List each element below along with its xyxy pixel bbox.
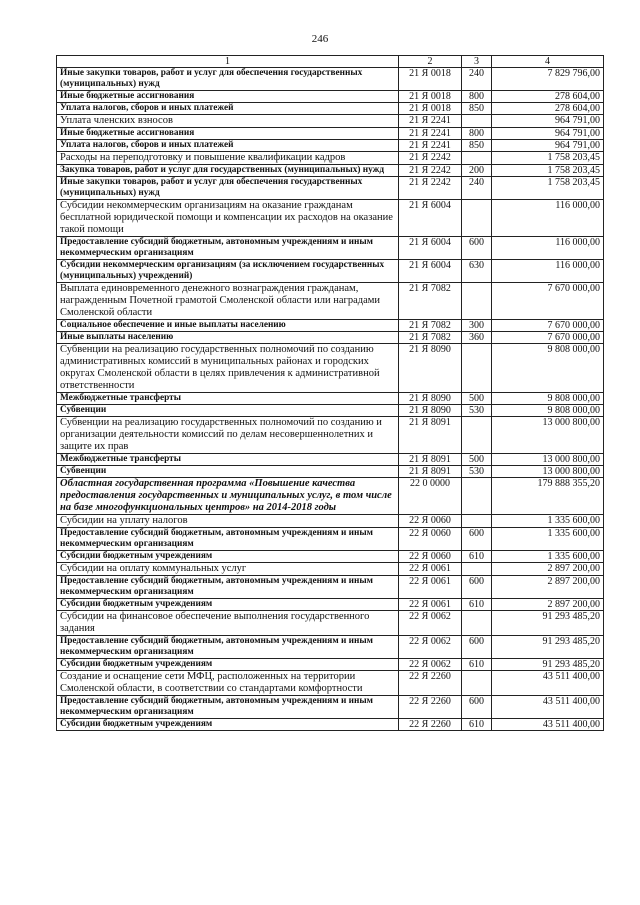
row-name: Создание и оснащение сети МФЦ, расположенных на территории Смоленской области, в соответствии со стандартами комфортности	[57, 671, 399, 696]
row-code: 21 Я 8090	[399, 405, 462, 417]
row-code: 22 Я 0060	[399, 515, 462, 528]
table-row	[57, 152, 604, 165]
row-amount: 13 000 800,00	[492, 417, 604, 454]
row-expense-type	[462, 671, 492, 696]
table-row	[57, 103, 604, 115]
table-row	[57, 454, 604, 466]
row-expense-type: 630	[462, 260, 492, 283]
row-code: 21 Я 0018	[399, 91, 462, 103]
row-expense-type	[462, 611, 492, 636]
row-amount: 91 293 485,20	[492, 659, 604, 671]
row-name: Уплата членских взносов	[57, 115, 399, 128]
row-amount: 7 670 000,00	[492, 283, 604, 320]
row-expense-type: 850	[462, 103, 492, 115]
row-amount: 179 888 355,20	[492, 478, 604, 515]
row-name: Субсидии бюджетным учреждениям	[57, 551, 399, 563]
table-row	[57, 478, 604, 515]
row-name: Субсидии на уплату налогов	[57, 515, 399, 528]
row-amount: 964 791,00	[492, 115, 604, 128]
row-expense-type	[462, 152, 492, 165]
table-row	[57, 659, 604, 671]
row-amount: 1 758 203,45	[492, 177, 604, 200]
row-name: Субвенции	[57, 466, 399, 478]
row-name: Областная государственная программа «Повышение качества предоставления государственных и муниципальных услуг, в том числе на базе многофункциональных центров» на 2014-2018 годы	[57, 478, 399, 515]
row-expense-type	[462, 115, 492, 128]
row-expense-type: 500	[462, 454, 492, 466]
row-amount: 13 000 800,00	[492, 466, 604, 478]
row-amount: 116 000,00	[492, 200, 604, 237]
row-expense-type	[462, 344, 492, 393]
row-expense-type	[462, 283, 492, 320]
row-code: 21 Я 6004	[399, 237, 462, 260]
row-code: 21 Я 7082	[399, 320, 462, 332]
row-code: 21 Я 2242	[399, 177, 462, 200]
row-code: 22 Я 0060	[399, 528, 462, 551]
table-row	[57, 576, 604, 599]
row-amount: 43 511 400,00	[492, 696, 604, 719]
column-header: 3	[462, 56, 492, 68]
header-row	[57, 56, 604, 68]
row-name: Субсидии на оплату коммунальных услуг	[57, 563, 399, 576]
table-row	[57, 68, 604, 91]
budget-table	[56, 55, 604, 731]
row-code: 21 Я 2242	[399, 165, 462, 177]
row-expense-type: 240	[462, 68, 492, 91]
row-amount: 13 000 800,00	[492, 454, 604, 466]
row-expense-type	[462, 417, 492, 454]
row-code: 22 Я 0061	[399, 563, 462, 576]
row-code: 21 Я 8090	[399, 344, 462, 393]
row-name: Выплата единовременного денежного вознаграждения гражданам, награжденным Почетной грамотой Смоленской области или наградами Смоленской области	[57, 283, 399, 320]
table-row	[57, 165, 604, 177]
row-code: 22 Я 0062	[399, 659, 462, 671]
row-name: Уплата налогов, сборов и иных платежей	[57, 103, 399, 115]
row-name: Иные закупки товаров, работ и услуг для обеспечения государственных (муниципальных) нужд	[57, 177, 399, 200]
row-name: Предоставление субсидий бюджетным, автономным учреждениям и иным некоммерческим организациям	[57, 696, 399, 719]
row-code: 22 0 0000	[399, 478, 462, 515]
table-row	[57, 551, 604, 563]
row-code: 22 Я 0061	[399, 576, 462, 599]
row-name: Предоставление субсидий бюджетным, автономным учреждениям и иным некоммерческим организациям	[57, 576, 399, 599]
row-name: Межбюджетные трансферты	[57, 454, 399, 466]
row-code: 22 Я 0060	[399, 551, 462, 563]
row-code: 21 Я 2241	[399, 140, 462, 152]
table-row	[57, 599, 604, 611]
row-code: 21 Я 2242	[399, 152, 462, 165]
row-code: 21 Я 6004	[399, 200, 462, 237]
row-code: 22 Я 0061	[399, 599, 462, 611]
row-amount: 964 791,00	[492, 140, 604, 152]
row-name: Закупка товаров, работ и услуг для государственных (муниципальных) нужд	[57, 165, 399, 177]
row-expense-type: 600	[462, 636, 492, 659]
row-expense-type: 610	[462, 659, 492, 671]
row-code: 21 Я 8091	[399, 417, 462, 454]
row-amount: 2 897 200,00	[492, 576, 604, 599]
table-row	[57, 91, 604, 103]
table-row	[57, 405, 604, 417]
row-amount: 2 897 200,00	[492, 599, 604, 611]
row-expense-type	[462, 200, 492, 237]
table-row	[57, 283, 604, 320]
row-code: 21 Я 0018	[399, 68, 462, 91]
row-amount: 1 335 600,00	[492, 528, 604, 551]
table-row	[57, 611, 604, 636]
row-amount: 1 758 203,45	[492, 165, 604, 177]
row-name: Предоставление субсидий бюджетным, автономным учреждениям и иным некоммерческим организациям	[57, 528, 399, 551]
table-row	[57, 393, 604, 405]
row-code: 21 Я 2241	[399, 128, 462, 140]
row-amount: 9 808 000,00	[492, 393, 604, 405]
table-row	[57, 563, 604, 576]
table-row	[57, 177, 604, 200]
row-amount: 116 000,00	[492, 237, 604, 260]
row-amount: 9 808 000,00	[492, 344, 604, 393]
table-row	[57, 320, 604, 332]
row-amount: 9 808 000,00	[492, 405, 604, 417]
table-row	[57, 528, 604, 551]
column-header: 1	[57, 56, 399, 68]
row-expense-type: 530	[462, 466, 492, 478]
row-name: Субвенции	[57, 405, 399, 417]
row-name: Иные закупки товаров, работ и услуг для обеспечения государственных (муниципальных) нужд	[57, 68, 399, 91]
column-header: 4	[492, 56, 604, 68]
row-expense-type: 800	[462, 91, 492, 103]
table-row	[57, 140, 604, 152]
row-code: 21 Я 8091	[399, 454, 462, 466]
row-amount: 278 604,00	[492, 91, 604, 103]
row-name: Субсидии бюджетным учреждениям	[57, 659, 399, 671]
row-expense-type: 850	[462, 140, 492, 152]
row-expense-type: 360	[462, 332, 492, 344]
table-row	[57, 128, 604, 140]
row-amount: 2 897 200,00	[492, 563, 604, 576]
row-amount: 1 335 600,00	[492, 551, 604, 563]
row-amount: 43 511 400,00	[492, 719, 604, 731]
row-name: Иные бюджетные ассигнования	[57, 91, 399, 103]
row-amount: 7 829 796,00	[492, 68, 604, 91]
row-amount: 91 293 485,20	[492, 611, 604, 636]
row-expense-type: 600	[462, 576, 492, 599]
row-name: Субсидии на финансовое обеспечение выполнения государственного задания	[57, 611, 399, 636]
row-expense-type: 610	[462, 719, 492, 731]
row-expense-type: 800	[462, 128, 492, 140]
row-name: Предоставление субсидий бюджетным, автономным учреждениям и иным некоммерческим организациям	[57, 636, 399, 659]
row-name: Субсидии некоммерческим организациям на оказание гражданам бесплатной юридической помощи и компенсации их расходов на оказание такой помощи	[57, 200, 399, 237]
table-row	[57, 237, 604, 260]
row-amount: 91 293 485,20	[492, 636, 604, 659]
row-name: Предоставление субсидий бюджетным, автономным учреждениям и иным некоммерческим организациям	[57, 237, 399, 260]
row-name: Расходы на переподготовку и повышение квалификации кадров	[57, 152, 399, 165]
row-amount: 116 000,00	[492, 260, 604, 283]
row-expense-type: 300	[462, 320, 492, 332]
row-name: Субвенции на реализацию государственных полномочий по созданию и организации деятельности комиссий по делам несовершеннолетних и защите их прав	[57, 417, 399, 454]
row-code: 22 Я 0062	[399, 636, 462, 659]
row-code: 22 Я 2260	[399, 719, 462, 731]
table-row	[57, 636, 604, 659]
row-code: 21 Я 6004	[399, 260, 462, 283]
row-code: 21 Я 7082	[399, 283, 462, 320]
table-row	[57, 671, 604, 696]
row-name: Межбюджетные трансферты	[57, 393, 399, 405]
table-row	[57, 200, 604, 237]
row-expense-type: 200	[462, 165, 492, 177]
row-code: 22 Я 2260	[399, 671, 462, 696]
row-code: 21 Я 7082	[399, 332, 462, 344]
row-expense-type: 610	[462, 599, 492, 611]
page-number: 246	[311, 33, 329, 45]
row-amount: 1 335 600,00	[492, 515, 604, 528]
row-name: Субвенции на реализацию государственных полномочий по созданию административных комиссий в муниципальных районах и городских округах Смоленской области в целях привлечения к административной ответственности	[57, 344, 399, 393]
row-name: Субсидии бюджетным учреждениям	[57, 599, 399, 611]
column-header: 2	[399, 56, 462, 68]
row-expense-type: 610	[462, 551, 492, 563]
table-row	[57, 719, 604, 731]
table-row	[57, 260, 604, 283]
row-name: Иные бюджетные ассигнования	[57, 128, 399, 140]
row-name: Социальное обеспечение и иные выплаты населению	[57, 320, 399, 332]
row-expense-type: 500	[462, 393, 492, 405]
row-amount: 1 758 203,45	[492, 152, 604, 165]
table-row	[57, 515, 604, 528]
row-name: Иные выплаты населению	[57, 332, 399, 344]
row-expense-type	[462, 478, 492, 515]
row-expense-type: 600	[462, 237, 492, 260]
row-expense-type: 240	[462, 177, 492, 200]
row-code: 22 Я 0062	[399, 611, 462, 636]
row-name: Уплата налогов, сборов и иных платежей	[57, 140, 399, 152]
table-row	[57, 466, 604, 478]
row-code: 21 Я 0018	[399, 103, 462, 115]
row-expense-type: 600	[462, 528, 492, 551]
row-amount: 964 791,00	[492, 128, 604, 140]
row-expense-type: 530	[462, 405, 492, 417]
table-row	[57, 115, 604, 128]
row-amount: 7 670 000,00	[492, 320, 604, 332]
row-name: Субсидии бюджетным учреждениям	[57, 719, 399, 731]
row-code: 22 Я 2260	[399, 696, 462, 719]
row-amount: 278 604,00	[492, 103, 604, 115]
row-expense-type	[462, 563, 492, 576]
row-expense-type	[462, 515, 492, 528]
table-row	[57, 696, 604, 719]
row-expense-type: 600	[462, 696, 492, 719]
table-row	[57, 344, 604, 393]
table-row	[57, 332, 604, 344]
row-code: 21 Я 8090	[399, 393, 462, 405]
table-row	[57, 417, 604, 454]
row-amount: 7 670 000,00	[492, 332, 604, 344]
row-name: Субсидии некоммерческим организациям (за исключением государственных (муниципальных) учреждений)	[57, 260, 399, 283]
row-code: 21 Я 2241	[399, 115, 462, 128]
row-amount: 43 511 400,00	[492, 671, 604, 696]
row-code: 21 Я 8091	[399, 466, 462, 478]
